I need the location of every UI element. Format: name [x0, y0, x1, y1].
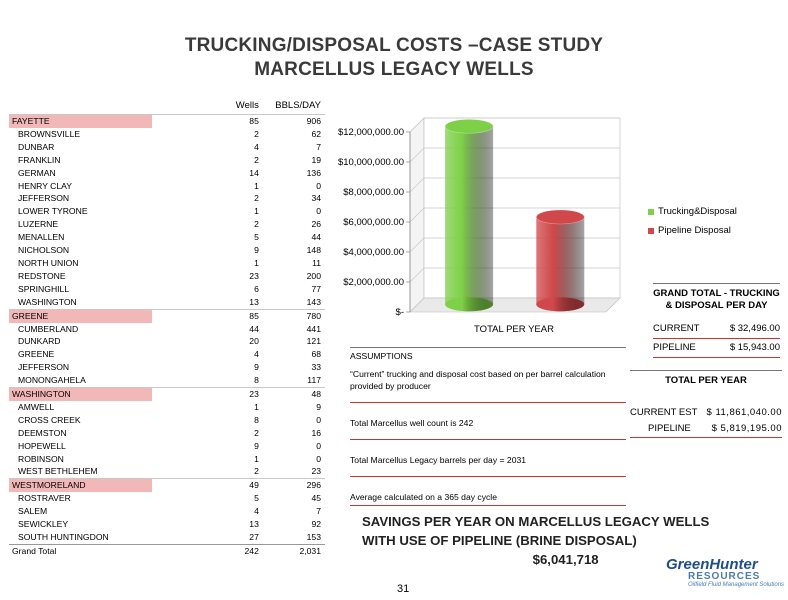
- row-wells: 1: [254, 206, 259, 217]
- row-bbls: 92: [311, 519, 321, 530]
- row-bbls: 153: [306, 532, 321, 542]
- row-name: WASHINGTON: [18, 296, 77, 307]
- savings-line2: WITH USE OF PIPELINE (BRINE DISPOSAL): [362, 533, 637, 548]
- table-row: [9, 128, 325, 141]
- table-row: [9, 244, 325, 257]
- legend-swatch-trucking: [648, 209, 654, 215]
- row-wells: 9: [254, 245, 259, 256]
- row-wells: 1: [254, 453, 259, 464]
- county-row: [9, 309, 325, 322]
- table-row: [9, 505, 325, 518]
- row-name: GREENE: [18, 349, 55, 360]
- row-bbls: 117: [307, 375, 321, 386]
- table-row: [9, 440, 325, 453]
- row-bbls: 23: [311, 466, 321, 477]
- legend-swatch-pipeline: [648, 228, 654, 234]
- grand-total-current-row: [653, 320, 780, 339]
- county-row: [9, 479, 325, 492]
- company-logo: [666, 558, 786, 588]
- total-per-year-current-row: [630, 405, 782, 421]
- logo-sub: RESOURCES: [688, 571, 761, 582]
- row-bbls: 34: [311, 193, 321, 204]
- row-bbls: 0: [316, 440, 321, 451]
- row-bbls: 0: [316, 180, 321, 191]
- row-name: AMWELL: [18, 401, 55, 412]
- row-wells: 13: [249, 519, 259, 530]
- row-name: CROSS CREEK: [18, 414, 81, 425]
- row-bbls: 11: [312, 257, 321, 268]
- row-bbls: 9: [316, 401, 321, 412]
- row-bbls: 136: [306, 167, 321, 178]
- row-name: DUNKARD: [18, 336, 61, 347]
- row-name: WESTMORELAND: [9, 479, 152, 492]
- row-name: WASHINGTON: [9, 388, 152, 401]
- row-name: NICHOLSON: [18, 245, 70, 256]
- grand-total-current-value: $ 32,496.00: [729, 323, 780, 334]
- row-bbls: 143: [306, 296, 321, 307]
- row-bbls: 148: [306, 245, 321, 256]
- row-name: LUZERNE: [18, 219, 59, 230]
- assumption-barrels: Total Marcellus Legacy barrels per day = 2031: [350, 455, 527, 465]
- row-name: MONONGAHELA: [18, 375, 86, 386]
- row-name: SALEM: [18, 506, 48, 517]
- bar-pipeline-top: [536, 210, 584, 224]
- table-row: [9, 296, 325, 309]
- table-row: [9, 348, 325, 361]
- row-wells: 85: [152, 115, 263, 128]
- chart-legend: [648, 202, 737, 240]
- table-row: [9, 180, 325, 193]
- assumptions-block-3: [350, 440, 626, 477]
- table-row: [9, 283, 325, 296]
- row-name: JEFFERSON: [18, 362, 70, 373]
- total-per-year-current-label: CURRENT EST: [630, 407, 698, 418]
- row-name: MENALLEN: [18, 232, 65, 243]
- row-wells: 4: [254, 506, 259, 517]
- x-category-label: TOTAL PER YEAR: [474, 324, 554, 335]
- wells-header: Wells: [235, 100, 259, 112]
- bar-trucking: [445, 126, 493, 311]
- table-row: [9, 154, 325, 167]
- row-wells: 8: [254, 375, 259, 386]
- grand-total-pipeline-row: [653, 339, 780, 358]
- row-wells: 14: [249, 167, 259, 178]
- row-name: CUMBERLAND: [18, 323, 79, 334]
- table-row: [9, 257, 325, 270]
- y-tick-label: $6,000,000.00: [343, 217, 404, 228]
- row-name: JEFFERSON: [18, 193, 70, 204]
- grand-total-row: [9, 544, 325, 557]
- row-bbls: 0: [316, 206, 321, 217]
- row-name: FAYETTE: [9, 115, 152, 128]
- table-row: [9, 141, 325, 154]
- table-row: [9, 492, 325, 505]
- savings-line1: SAVINGS PER YEAR ON MARCELLUS LEGACY WELLS: [362, 514, 710, 529]
- table-header: [9, 99, 325, 115]
- row-name: REDSTONE: [18, 270, 66, 281]
- row-name: DUNBAR: [18, 141, 55, 152]
- row-name: DEEMSTON: [18, 427, 67, 438]
- row-bbls: 77: [311, 283, 321, 294]
- row-wells: 9: [254, 440, 259, 451]
- row-bbls: 200: [306, 270, 321, 281]
- row-bbls: 33: [311, 362, 321, 373]
- row-wells: 2: [254, 193, 259, 204]
- assumptions-block-2: [350, 403, 626, 440]
- row-wells: 4: [254, 349, 259, 360]
- y-tick-label: $10,000,000.00: [337, 157, 404, 168]
- table-row: [9, 323, 325, 336]
- row-bbls: 296: [263, 479, 325, 492]
- y-tick-label: $8,000,000.00: [343, 187, 404, 198]
- row-bbls: 7: [316, 141, 321, 152]
- row-wells: 13: [249, 296, 259, 307]
- row-bbls: 0: [316, 414, 321, 425]
- savings-amount: $6,041,718: [532, 552, 599, 567]
- assumption-well-count: Total Marcellus well count is 242: [350, 418, 474, 428]
- bar-trucking-top: [445, 119, 493, 133]
- grand-total-box: [653, 283, 780, 358]
- row-wells: 2: [254, 427, 259, 438]
- legend-label-pipeline: Pipeline Disposal: [658, 225, 731, 236]
- table-row: [9, 414, 325, 427]
- row-name: ROSTRAVER: [18, 493, 71, 504]
- row-wells: 23: [249, 270, 259, 281]
- table-row: [9, 453, 325, 466]
- row-name: ROBINSON: [18, 453, 64, 464]
- row-name: SPRINGHILL: [18, 283, 70, 294]
- table-row: [9, 218, 325, 231]
- row-name: WEST BETHLEHEM: [18, 466, 98, 477]
- row-wells: 8: [254, 414, 259, 425]
- assumptions-block-4: [350, 477, 626, 506]
- assumption-current: “Current” trucking and disposal cost based on per barrel calculation provided by producer: [350, 369, 606, 391]
- cost-bar-chart: [330, 112, 650, 342]
- row-name: SEWICKLEY: [18, 519, 69, 530]
- row-name: Grand Total: [9, 544, 152, 557]
- grand-total-current-label: CURRENT: [653, 323, 700, 334]
- total-per-year-pipeline-value: $ 5,819,195.00: [711, 423, 782, 434]
- row-wells: 85: [152, 309, 263, 322]
- row-wells: 49: [152, 479, 263, 492]
- bar-pipeline: [536, 217, 584, 311]
- legend-label-trucking: Trucking&Disposal: [658, 206, 737, 217]
- row-wells: 27: [249, 532, 259, 542]
- table-row: [9, 231, 325, 244]
- bbls-header: BBLS/DAY: [275, 100, 321, 112]
- row-name: HOPEWELL: [18, 440, 66, 451]
- table-row: [9, 401, 325, 414]
- table-row: [9, 270, 325, 283]
- y-tick-label: $2,000,000.00: [343, 277, 404, 288]
- wells-table: [9, 99, 325, 558]
- county-row: [9, 388, 325, 401]
- row-bbls: 16: [311, 427, 321, 438]
- grand-total-heading: GRAND TOTAL - TRUCKING & DISPOSAL PER DAY: [653, 283, 780, 312]
- row-bbls: 68: [311, 349, 321, 360]
- assumptions-section: [350, 347, 626, 506]
- table-row: [9, 427, 325, 440]
- row-name: LOWER TYRONE: [18, 206, 88, 217]
- total-per-year-box: [630, 370, 782, 438]
- row-wells: 1: [254, 257, 259, 268]
- row-bbls: 45: [311, 493, 321, 504]
- table-row: [9, 465, 325, 478]
- row-wells: 23: [152, 388, 263, 401]
- county-row: [9, 115, 325, 128]
- row-wells: 9: [254, 362, 259, 373]
- page-title-line1: TRUCKING/DISPOSAL COSTS –CASE STUDY: [184, 35, 604, 56]
- table-row: [9, 374, 325, 387]
- row-wells: 2: [254, 466, 259, 477]
- row-name: HENRY CLAY: [18, 180, 72, 191]
- table-row: [9, 335, 325, 348]
- table-row: [9, 518, 325, 531]
- row-name: GREENE: [9, 309, 152, 322]
- table-row: [9, 167, 325, 180]
- total-per-year-pipeline-label: PIPELINE: [648, 423, 691, 434]
- row-wells: 44: [249, 323, 259, 334]
- total-per-year-heading: TOTAL PER YEAR: [630, 370, 782, 391]
- row-wells: 1: [254, 180, 259, 191]
- row-name: BROWNSVILLE: [18, 128, 81, 139]
- assumptions-heading: ASSUMPTIONS: [350, 351, 413, 361]
- table-row: [9, 205, 325, 218]
- table-row: [9, 531, 325, 544]
- page-title-line2: MARCELLUS LEGACY WELLS: [254, 59, 534, 80]
- row-wells: 5: [254, 232, 259, 243]
- row-wells: 2: [254, 219, 259, 230]
- row-name: SOUTH HUNTINGDON: [18, 532, 109, 542]
- row-name: GERMAN: [18, 167, 56, 178]
- row-bbls: 2,031: [263, 544, 325, 557]
- row-wells: 5: [254, 493, 259, 504]
- chart-floor: [410, 298, 620, 312]
- assumptions-block-1: [350, 347, 626, 403]
- row-bbls: 7: [316, 506, 321, 517]
- savings-statement: [362, 512, 709, 569]
- y-tick-label: $12,000,000.00: [337, 127, 404, 138]
- legend-item-trucking: [648, 202, 737, 221]
- total-per-year-pipeline-row: [630, 421, 782, 438]
- logo-name: GreenHunter: [666, 556, 758, 573]
- row-wells: 4: [254, 141, 259, 152]
- row-bbls: 44: [311, 232, 321, 243]
- y-tick-label: $-: [395, 307, 404, 318]
- row-wells: 2: [254, 154, 259, 165]
- row-name: NORTH UNION: [18, 257, 79, 268]
- grand-total-pipeline-label: PIPELINE: [653, 342, 696, 353]
- table-row: [9, 361, 325, 374]
- row-bbls: 62: [311, 128, 321, 139]
- page-number: 31: [397, 583, 410, 595]
- row-wells: 1: [254, 401, 259, 412]
- row-bbls: 26: [311, 219, 321, 230]
- assumption-cycle: Average calculated on a 365 day cycle: [350, 492, 497, 502]
- row-wells: 242: [152, 544, 263, 557]
- table-row: [9, 192, 325, 205]
- logo-tagline: Oilfield Fluid Management Solutions: [688, 582, 785, 588]
- row-bbls: 48: [263, 388, 325, 401]
- row-bbls: 780: [263, 309, 325, 322]
- row-bbls: 121: [306, 336, 321, 347]
- row-wells: 20: [249, 336, 259, 347]
- grand-total-pipeline-value: $ 15,943.00: [729, 342, 780, 353]
- total-per-year-current-value: $ 11,861,040.00: [706, 407, 782, 418]
- row-wells: 6: [254, 283, 259, 294]
- row-wells: 2: [254, 128, 259, 139]
- legend-item-pipeline: [648, 221, 737, 240]
- row-name: FRANKLIN: [18, 154, 61, 165]
- row-bbls: 0: [316, 453, 321, 464]
- row-bbls: 906: [263, 115, 325, 128]
- y-tick-label: $4,000,000.00: [343, 247, 404, 258]
- row-bbls: 19: [311, 154, 321, 165]
- row-bbls: 441: [306, 323, 321, 334]
